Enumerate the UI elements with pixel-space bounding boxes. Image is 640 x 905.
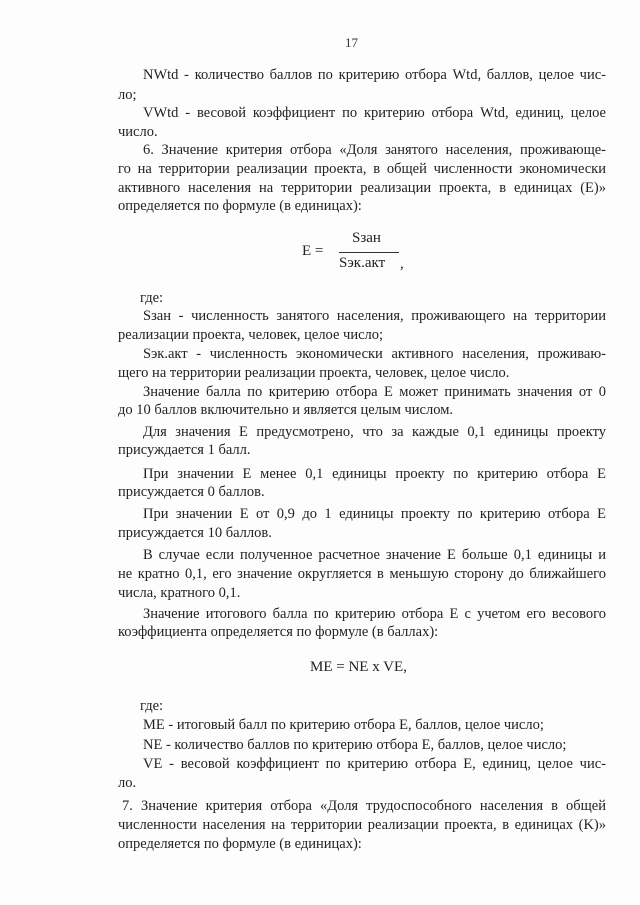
text-line: численности населения на территории реализации проекта, в единицах (K)» [118, 817, 606, 833]
fraction-bar [339, 252, 399, 253]
text-line: реализации проекта, человек, целое число; [118, 327, 384, 343]
text-line: Значение балла по критерию отбора E может принимать значения от 0 [143, 384, 606, 400]
text-line: Значение итогового балла по критерию отбора E с учетом его весового [143, 606, 606, 622]
text-line: го на территории реализации проекта, в общей численности экономически [118, 161, 606, 177]
text-line: 6. Значение критерия отбора «Доля занятого населения, проживающе- [143, 142, 606, 158]
formula-lhs: E = [302, 243, 324, 259]
text-line: В случае если полученное расчетное значение E больше 0,1 единицы и [143, 547, 606, 563]
text-line: число. [118, 124, 158, 140]
text-line: присуждается 0 баллов. [118, 484, 265, 500]
text-line: ME - итоговый балл по критерию отбора E, баллов, целое число; [143, 717, 544, 733]
formula-me: ME = NE x VE, [310, 659, 407, 675]
text-line: NWtd - количество баллов по критерию отбора Wtd, баллов, целое чис- [143, 67, 606, 83]
text-line: присуждается 10 баллов. [118, 525, 272, 541]
text-line: ло. [118, 775, 137, 791]
text-line: При значении E от 0,9 до 1 единицы проекту по критерию отбора E [143, 506, 606, 522]
text-line: ло; [118, 87, 137, 103]
text-line: не кратно 0,1, его значение округляется в меньшую сторону до ближайшего [118, 566, 606, 582]
page-number: 17 [345, 35, 358, 50]
text-line: где: [140, 290, 164, 306]
formula-numerator: Sзан [352, 230, 381, 246]
formula-denominator: Sэк.акт [339, 255, 386, 271]
text-line: активного населения на территории реализации проекта, в единицах (E)» [118, 180, 606, 196]
text-line: до 10 баллов включительно и является целым числом. [118, 402, 453, 418]
formula-trail: , [400, 256, 404, 272]
text-line: щего на территории реализации проекта, человек, целое число. [118, 365, 510, 381]
text-line: присуждается 1 балл. [118, 442, 251, 458]
text-line: где: [140, 698, 164, 714]
text-line: VWtd - весовой коэффициент по критерию отбора Wtd, единиц, целое [143, 105, 606, 121]
text-line: определяется по формуле (в единицах): [118, 836, 362, 852]
text-line: числа, кратного 0,1. [118, 585, 241, 601]
text-line: 7. Значение критерия отбора «Доля трудоспособного населения в общей [122, 798, 606, 814]
text-line: коэффициента определяется по формуле (в баллах): [118, 624, 439, 640]
text-line: Sзан - численность занятого населения, проживающего на территории [143, 308, 606, 324]
text-line: Для значения E предусмотрено, что за каждые 0,1 единицы проекту [143, 424, 606, 440]
text-line: NE - количество баллов по критерию отбора E, баллов, целое число; [143, 737, 567, 753]
text-line: определяется по формуле (в единицах): [118, 198, 362, 214]
text-line: При значении E менее 0,1 единицы проекту по критерию отбора E [143, 466, 606, 482]
text-line: VE - весовой коэффициент по критерию отбора E, единиц, целое чис- [143, 756, 606, 772]
text-line: Sэк.акт - численность экономически активного населения, проживаю- [143, 346, 606, 362]
